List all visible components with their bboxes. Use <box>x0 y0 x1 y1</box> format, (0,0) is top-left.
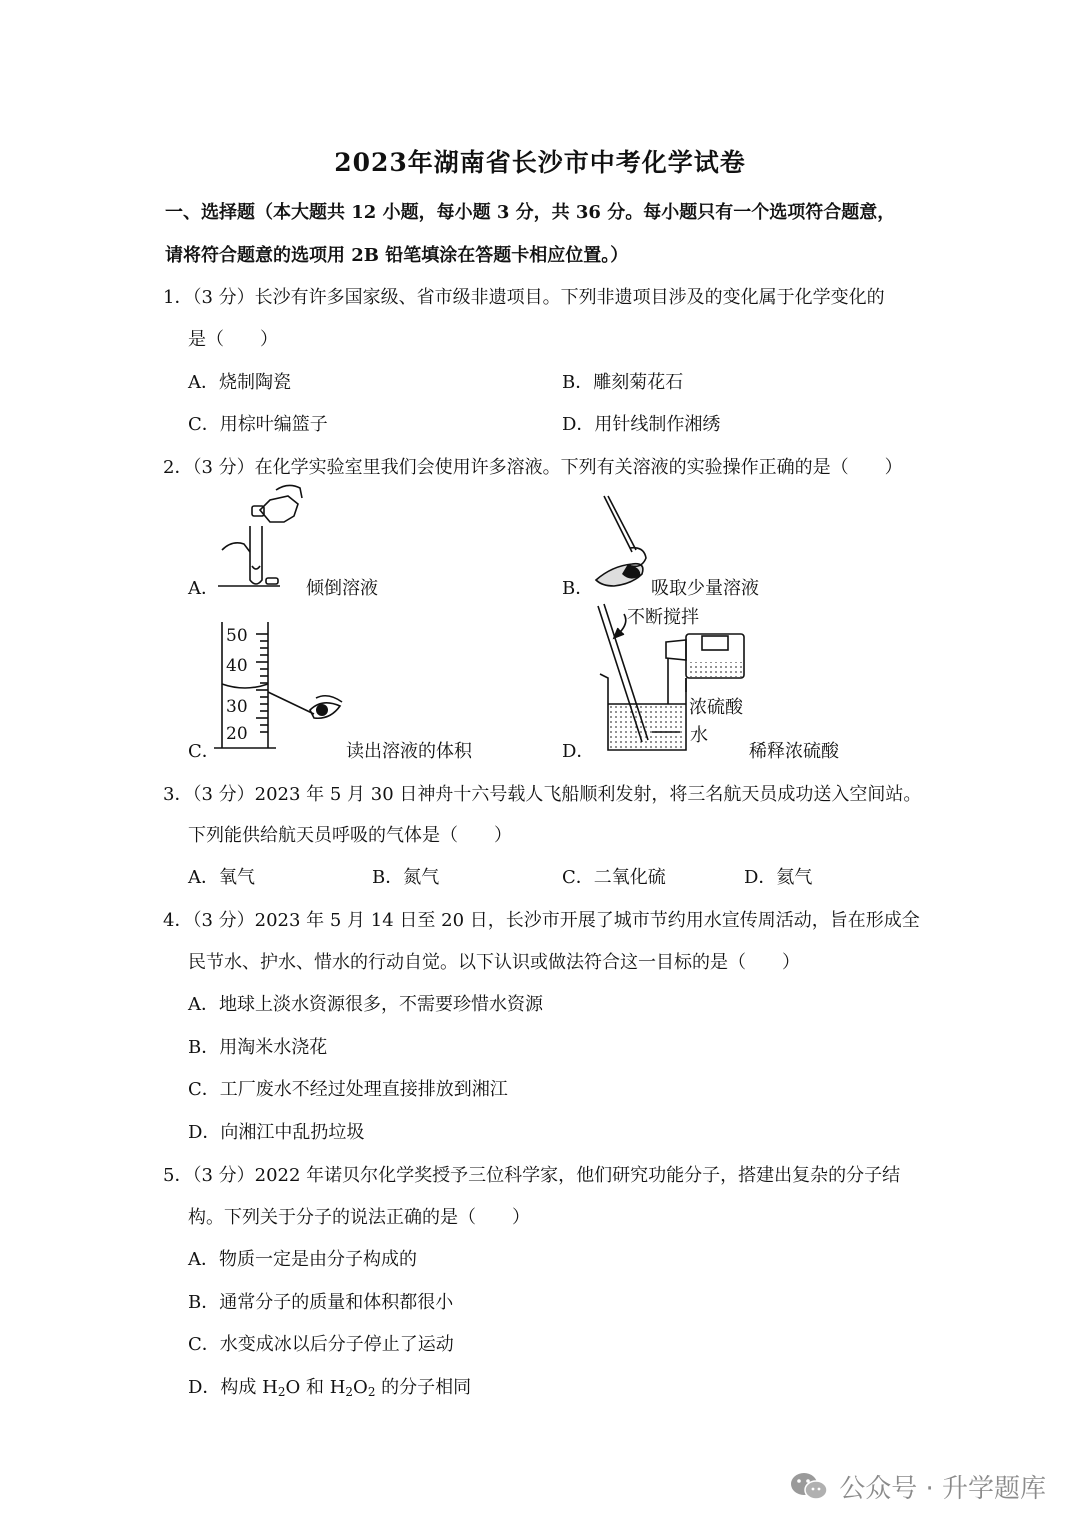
q2-caption-b: 吸取少量溶液 <box>651 578 759 599</box>
q2-option-a: A． <box>188 578 219 599</box>
tick-label-20: 20 <box>226 724 248 744</box>
q2-caption-c: 读出溶液的体积 <box>346 741 472 762</box>
q2-option-d: D． <box>562 741 595 762</box>
q3-option-d: D．氦气 <box>744 867 813 888</box>
q2-caption-d: 稀释浓硫酸 <box>749 741 839 762</box>
label-stir: 不断搅拌 <box>627 607 699 628</box>
watermark-text: 公众号 · 升学题库 <box>839 1474 1046 1504</box>
q5-option-d: D．构成 $H_2O$ 和 $H_2O_2$ 的分子相同 <box>188 1377 472 1399</box>
figure-dropper <box>592 492 662 592</box>
q4-option-b: B．用淘米水浇花 <box>188 1037 328 1058</box>
question-5-stem-cont: 构。下列关于分子的说法正确的是（ ） <box>188 1207 530 1228</box>
q5-option-a: A．物质一定是由分子构成的 <box>188 1249 417 1270</box>
q4-option-d: D．向湘江中乱扔垃圾 <box>188 1122 365 1143</box>
page-title: 2023年湖南省长沙市中考化学试卷 <box>334 148 746 177</box>
q1-option-c: C．用棕叶编篮子 <box>188 414 328 435</box>
figure-pour-solution <box>210 482 310 592</box>
q1-option-b: B．雕刻菊花石 <box>562 372 684 393</box>
q2-option-c: C． <box>188 741 220 762</box>
question-1-stem: 1．（3 分）长沙有许多国家级、省市级非遗项目。下列非遗项目涉及的变化属于化学变化的 <box>163 287 885 308</box>
q5-option-b: B．通常分子的质量和体积都很小 <box>188 1292 454 1313</box>
tick-label-50: 50 <box>226 626 248 646</box>
q3-option-c: C．二氧化硫 <box>562 867 666 888</box>
section-heading-line2: 请将符合题意的选项用 2B 铅笔填涂在答题卡相应位置。） <box>165 245 629 266</box>
q4-option-c: C．工厂废水不经过处理直接排放到湘江 <box>188 1079 508 1100</box>
question-2-stem: 2．（3 分）在化学实验室里我们会使用许多溶液。下列有关溶液的实验操作正确的是（ ） <box>163 457 903 478</box>
q4-option-a: A．地球上淡水资源很多，不需要珍惜水资源 <box>188 994 543 1015</box>
tick-label-30: 30 <box>226 697 248 717</box>
label-water: 水 <box>690 725 708 746</box>
wechat-icon <box>789 1470 829 1502</box>
q3-option-a: A．氧气 <box>188 867 255 888</box>
question-4-stem-cont: 民节水、护水、惜水的行动自觉。以下认识或做法符合这一目标的是（ ） <box>188 952 800 973</box>
q2-option-b: B． <box>562 578 594 599</box>
q1-option-a: A．烧制陶瓷 <box>188 372 291 393</box>
q5-option-c: C．水变成冰以后分子停止了运动 <box>188 1334 454 1355</box>
tick-label-40: 40 <box>226 656 248 676</box>
question-1-stem-cont: 是（ ） <box>188 329 278 350</box>
question-4-stem: 4．（3 分）2023 年 5 月 14 日至 20 日，长沙市开展了城市节约用水宣传周活动，旨在形成全 <box>163 910 920 931</box>
question-3-stem-cont: 下列能供给航天员呼吸的气体是（ ） <box>188 825 512 846</box>
q3-option-b: B．氮气 <box>372 867 440 888</box>
section-heading-line1: 一、选择题（本大题共 12 小题，每小题 3 分，共 36 分。每小题只有一个选项符合题意， <box>165 202 896 223</box>
watermark <box>839 1468 1046 1505</box>
question-3-stem: 3．（3 分）2023 年 5 月 30 日神舟十六号载人飞船顺利发射，将三名航天员成功送入空间站。 <box>163 784 922 805</box>
label-acid: 浓硫酸 <box>689 697 743 718</box>
q1-option-d: D．用针线制作湘绣 <box>562 414 721 435</box>
question-5-stem: 5．（3 分）2022 年诺贝尔化学奖授予三位科学家，他们研究功能分子，搭建出复杂的分子结 <box>163 1165 901 1186</box>
q2-caption-a: 倾倒溶液 <box>306 578 378 599</box>
